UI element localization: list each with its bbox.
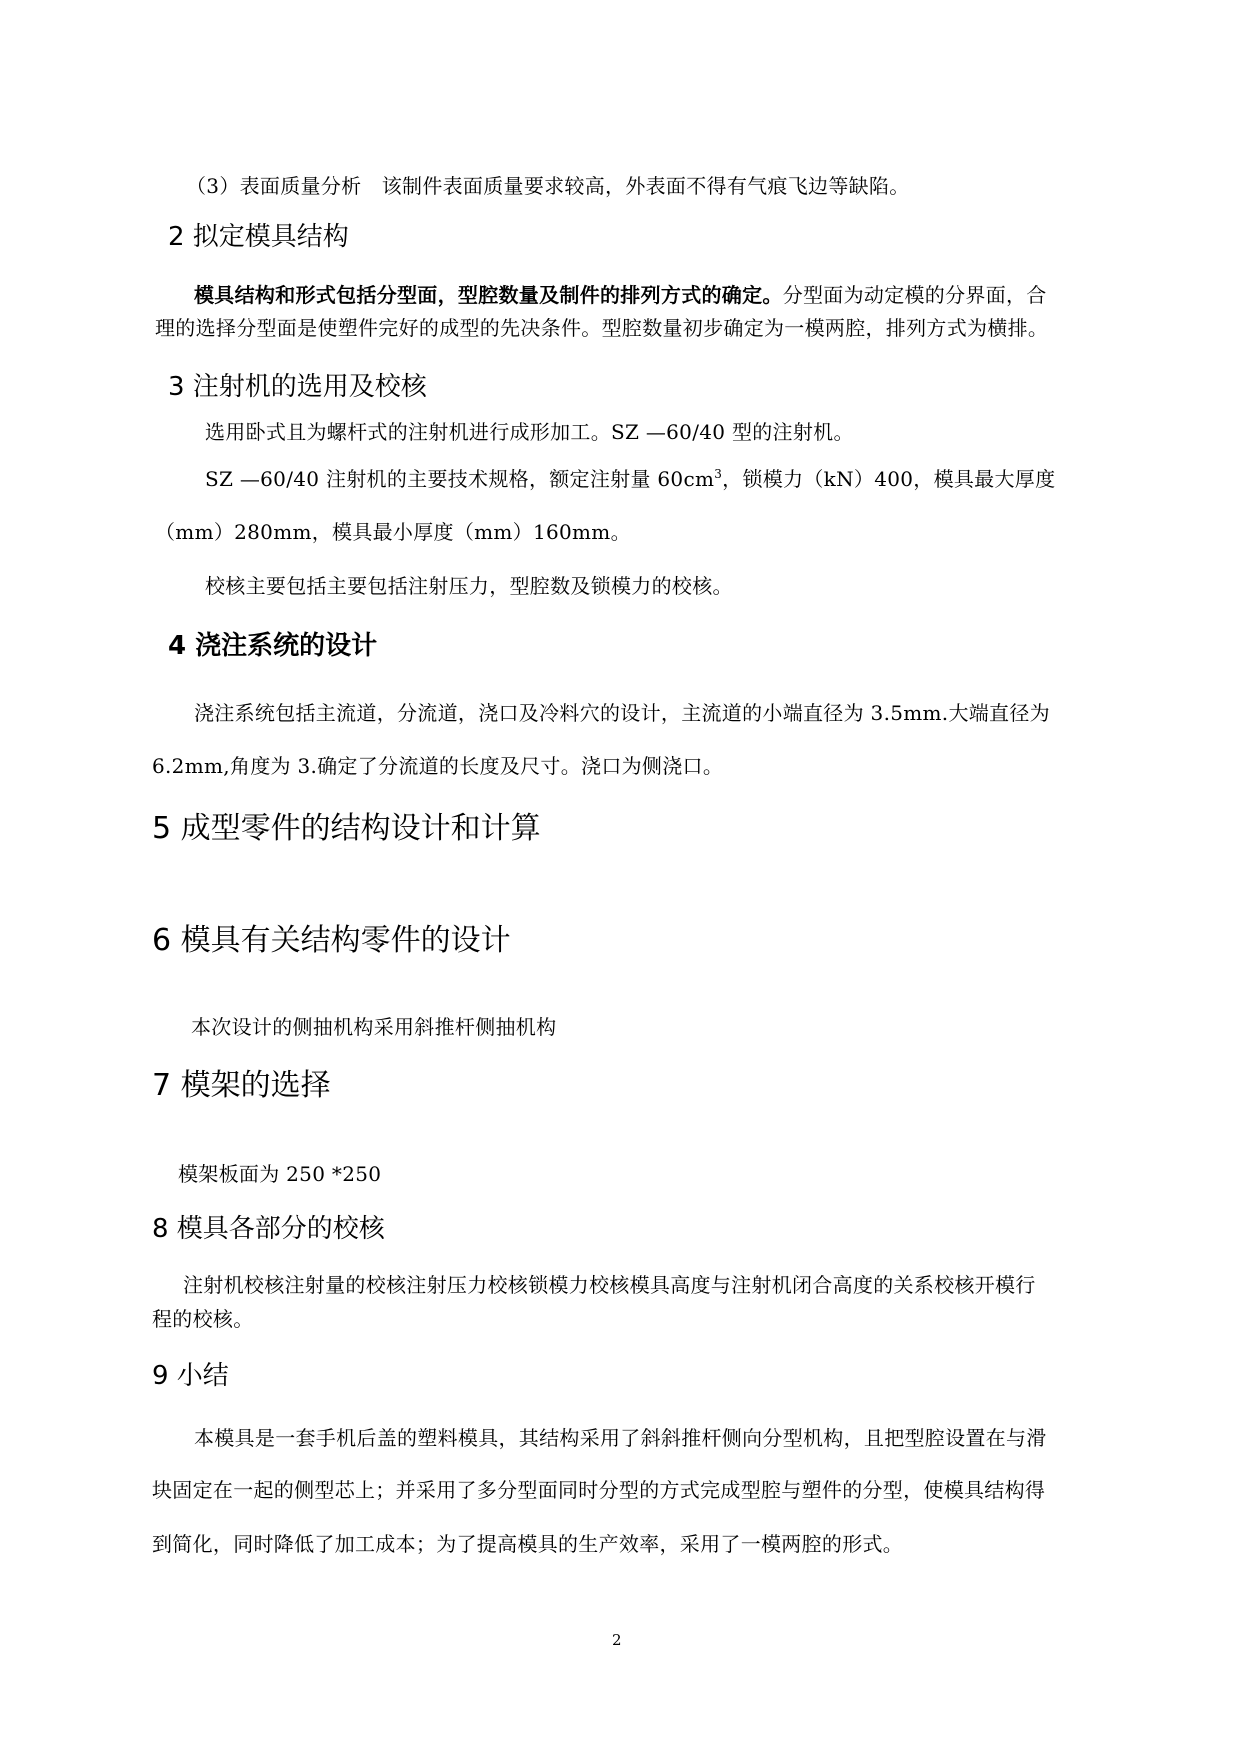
section-7-paragraph: 模架板面为 250 *250 [178, 1162, 382, 1186]
section-3-paragraph-4: 校核主要包括主要包括注射压力，型腔数及锁模力的校核。 [205, 574, 733, 598]
section-9-paragraph-line-1: 本模具是一套手机后盖的塑料模具，其结构采用了斜斜推杆侧向分型机构，且把型腔设置在与滑 [194, 1426, 1047, 1450]
section-2-paragraph-line-1 [194, 285, 1047, 305]
section-2-bold-lead: 模具结构和形式包括分型面，型腔数量及制件的排列方式的确定。 [194, 283, 783, 307]
heading-section-5: 5 成型零件的结构设计和计算 [152, 811, 541, 846]
heading-section-9: 9 小结 [152, 1361, 229, 1391]
page-number: 2 [612, 1631, 622, 1649]
section-3-spec-line [205, 469, 1055, 489]
section-3-paragraph-3: （mm）280mm，模具最小厚度（mm）160mm。 [155, 520, 631, 544]
section-2-line-1-rest: 分型面为动定模的分界面，合 [782, 283, 1047, 307]
heading-section-2: 2 拟定模具结构 [168, 222, 349, 252]
section-8-paragraph-line-1: 注射机校核注射量的校核注射压力校核锁模力校核模具高度与注射机闭合高度的关系校核开模行 [183, 1273, 1036, 1297]
section-3-paragraph-1: 选用卧式且为螺杆式的注射机进行成形加工。SZ —60/40 型的注射机。 [205, 420, 854, 444]
heading-section-7: 7 模架的选择 [152, 1068, 331, 1103]
spec-line-part-a: SZ —60/40 注射机的主要技术规格，额定注射量 60cm [205, 467, 715, 491]
cubic-superscript: 3 [714, 467, 723, 481]
heading-section-4: 4 浇注系统的设计 [168, 631, 378, 661]
section-4-paragraph-line-2: 6.2mm,角度为 3.确定了分流道的长度及尺寸。浇口为侧浇口。 [152, 754, 724, 778]
section-8-paragraph-line-2: 程的校核。 [152, 1307, 254, 1331]
surface-quality-line: （3）表面质量分析 该制件表面质量要求较高，外表面不得有气痕飞边等缺陷。 [186, 174, 910, 198]
section-9-paragraph-line-3: 到简化，同时降低了加工成本；为了提高模具的生产效率，采用了一模两腔的形式。 [152, 1532, 904, 1556]
section-9-paragraph-line-2: 块固定在一起的侧型芯上；并采用了多分型面同时分型的方式完成型腔与塑件的分型，使模具结构得 [152, 1478, 1046, 1502]
heading-section-3: 3 注射机的选用及校核 [168, 372, 427, 402]
heading-section-6: 6 模具有关结构零件的设计 [152, 923, 511, 958]
spec-line-part-b: ，锁模力（kN）400，模具最大厚度 [722, 467, 1056, 491]
section-2-paragraph-line-2: 理的选择分型面是使塑件完好的成型的先决条件。型腔数量初步确定为一模两腔，排列方式为横排。 [155, 316, 1049, 340]
section-6-paragraph: 本次设计的侧抽机构采用斜推杆侧抽机构 [191, 1015, 557, 1039]
heading-section-8: 8 模具各部分的校核 [152, 1214, 385, 1244]
section-4-paragraph-line-1: 浇注系统包括主流道，分流道，浇口及冷料穴的设计，主流道的小端直径为 3.5mm.大端直径为 [194, 701, 1050, 725]
